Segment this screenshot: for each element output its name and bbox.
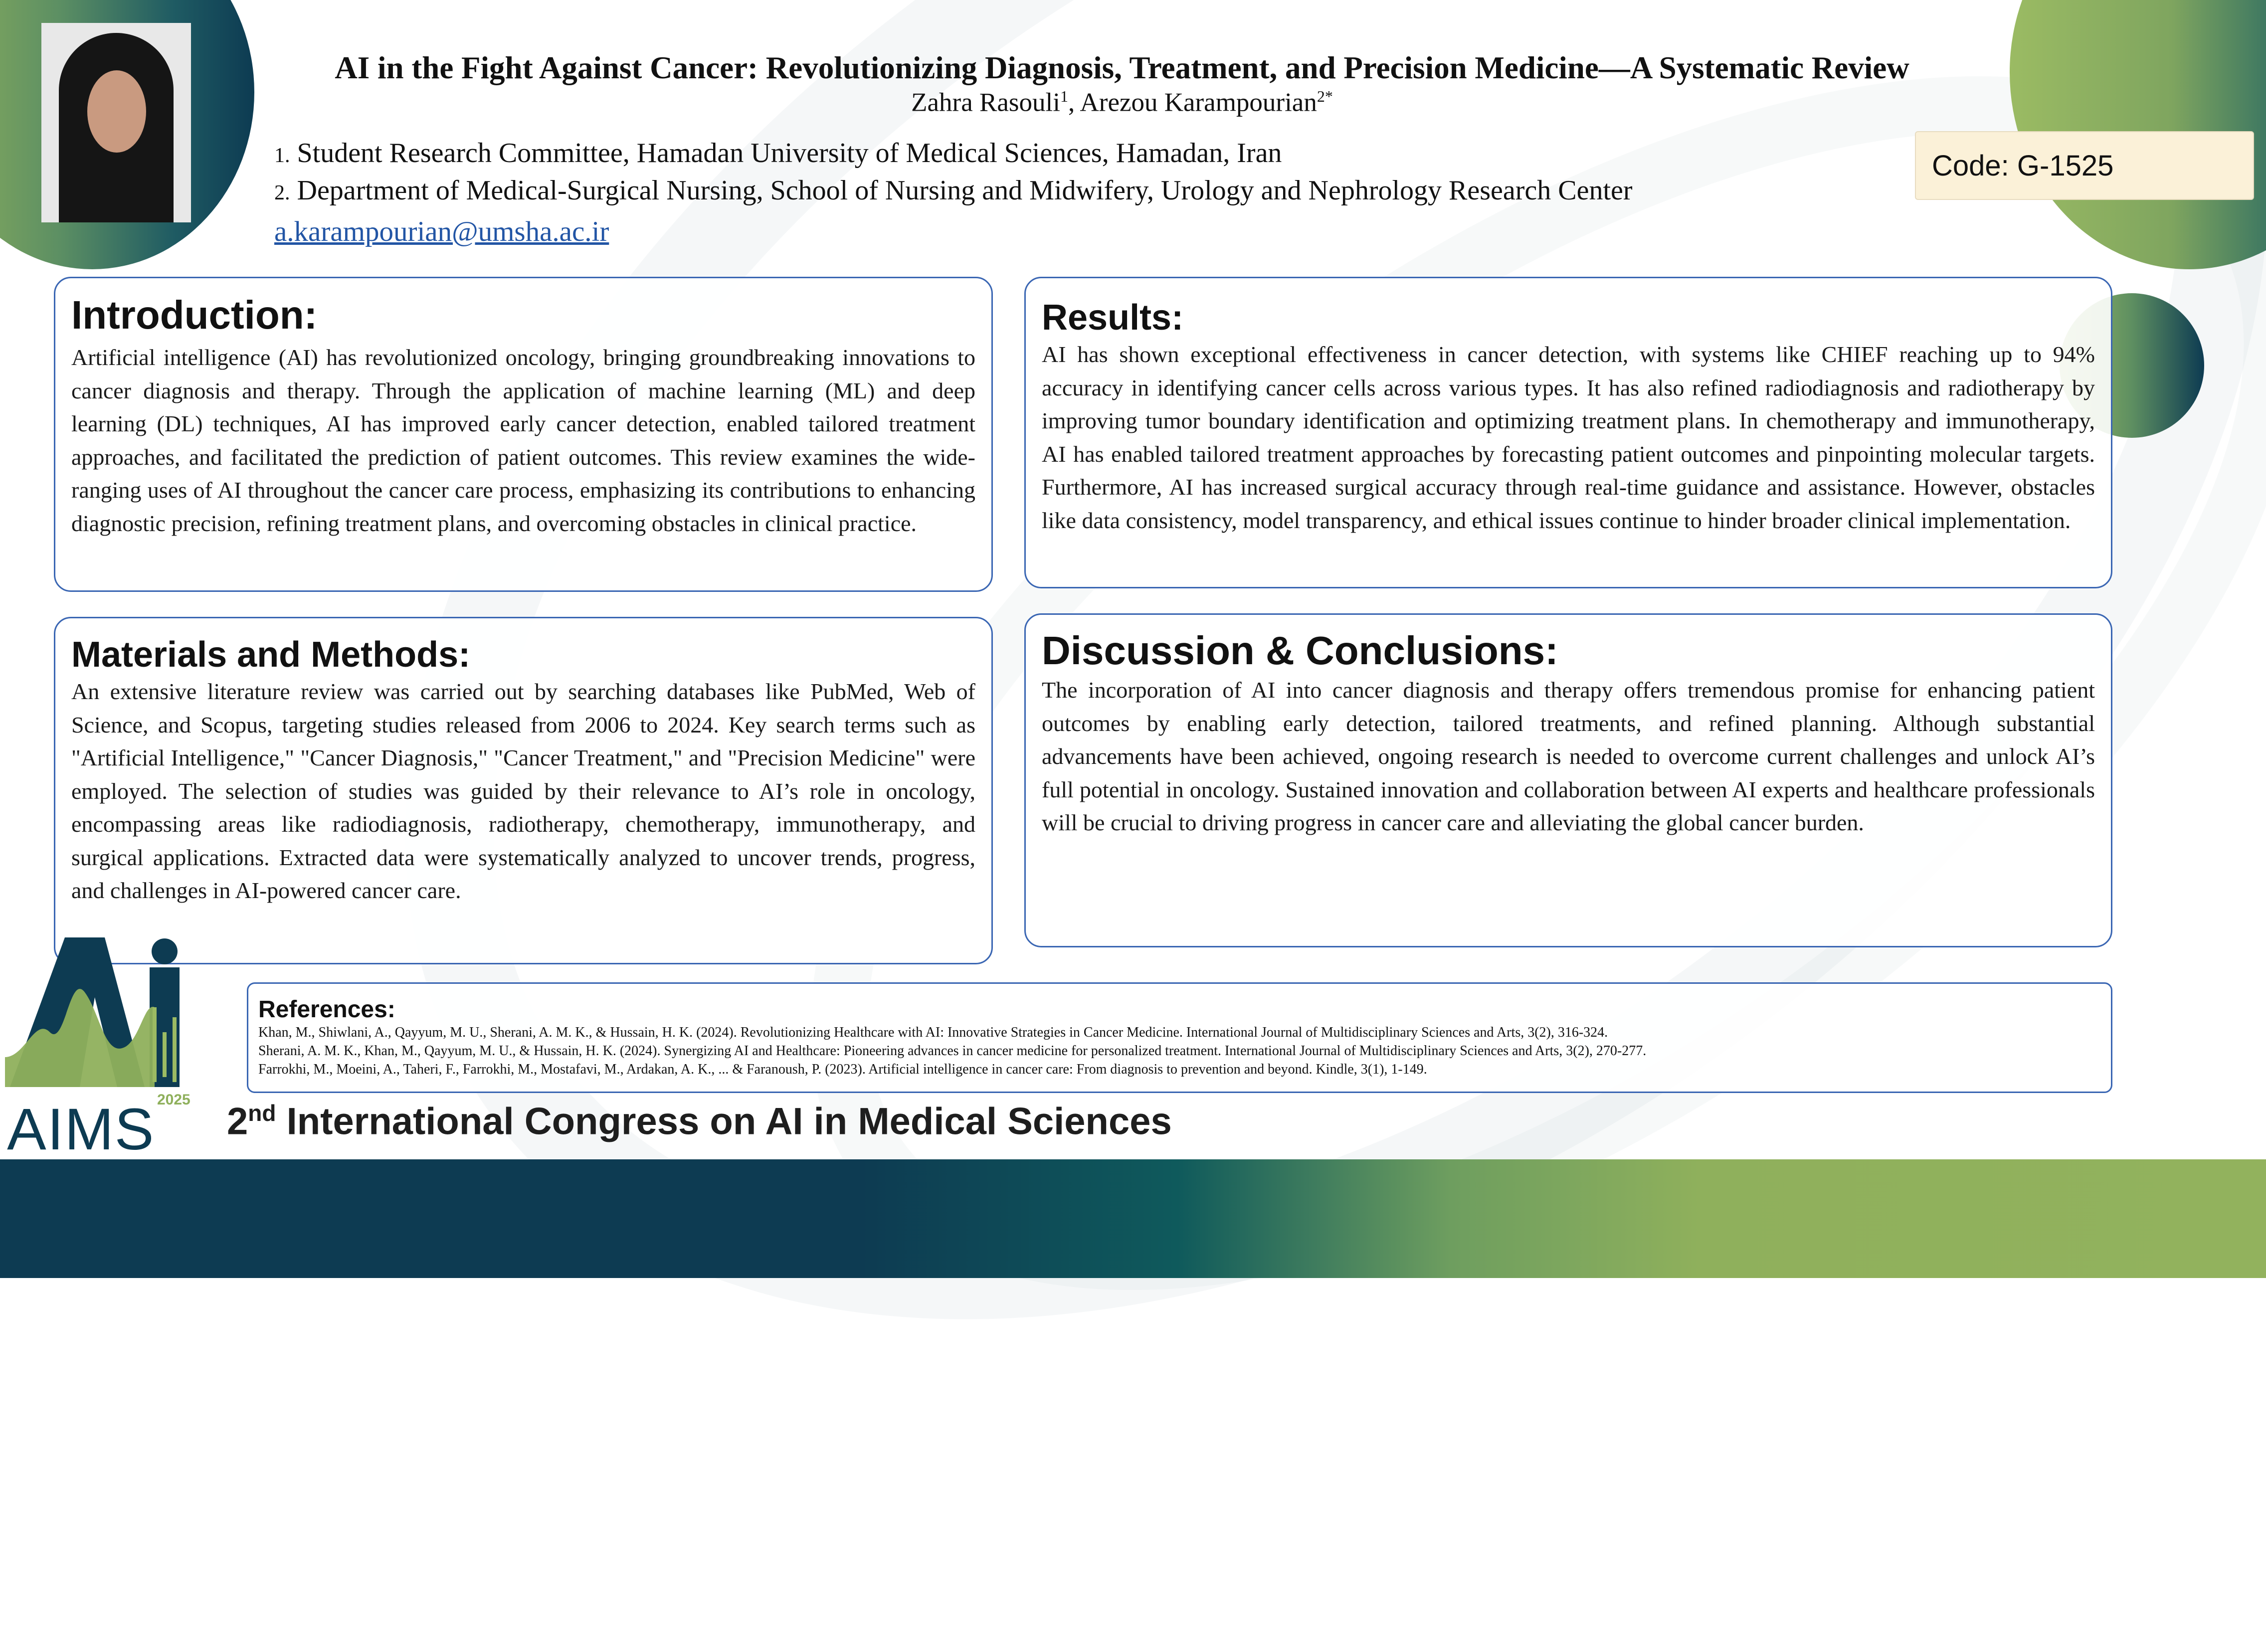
methods-card	[54, 617, 993, 964]
discussion-card	[1024, 613, 2112, 947]
aims-logo	[5, 932, 204, 1157]
author-1: Zahra Rasouli	[911, 88, 1060, 117]
reference-item: Farrokhi, M., Moeini, A., Taheri, F., Farrokhi, M., Mostafavi, M., Ardakan, A. K., ... & Faranoush, P. (2023). Artificial intelligence in cancer care: From diagnosis to prevention and beyond. Kindle, 3(1), 1-149.	[258, 1062, 1427, 1077]
poster-authors	[279, 87, 1965, 118]
congress-ordinal-suffix: nd	[248, 1100, 276, 1126]
affiliation-2-number: 2.	[274, 182, 290, 204]
footer-gradient-band	[0, 1159, 2266, 1278]
affiliation-1-number: 1.	[274, 144, 290, 167]
introduction-heading: Introduction:	[71, 293, 318, 337]
references-heading: References:	[258, 996, 395, 1023]
reference-item: Khan, M., Shiwlani, A., Qayyum, M. U., Sherani, A. M. K., & Hussain, H. K. (2024). Revolutionizing Healthcare with AI: Innovative Strategies in Cancer Medicine. International Journal of Multidisciplinary Sciences and Arts, 3(2), 316-324.	[258, 1025, 1608, 1040]
congress-title: International Congress on AI in Medical Sciences	[276, 1100, 1172, 1143]
contact-email-link[interactable]: a.karampourian@umsha.ac.ir	[274, 216, 609, 247]
author-2-affil: 2*	[1317, 87, 1333, 105]
logo-wordmark: AIMS	[7, 1097, 155, 1157]
affiliation-1	[274, 137, 1282, 169]
poster-code-badge	[1915, 131, 2254, 200]
results-card	[1024, 277, 2112, 588]
author-photo	[41, 23, 191, 222]
affiliation-2-text: Department of Medical-Surgical Nursing, School of Nursing and Midwifery, Urology and Nephrology Research Center	[297, 175, 1633, 206]
affiliation-2	[274, 175, 1633, 206]
congress-ordinal: 2	[227, 1100, 248, 1143]
congress-name	[227, 1100, 1172, 1143]
author-1-affil: 1	[1060, 87, 1068, 105]
results-body: AI has shown exceptional effectiveness in cancer detection, with systems like CHIEF reaching up to 94% accuracy in identifying cancer cells across various types. It has also refined radiodiagnosis and radiotherapy by improving tumor boundary identification and optimizing treatment plans. In chemotherapy and immunotherapy, AI has enabled tailored treatment approaches by forecasting patient outcomes and pinpointing molecular targets. Furthermore, AI has increased surgical accuracy through real-time guidance and assistance. However, obstacles like data consistency, model transparency, and ethical issues continue to hinder broader clinical implementation.	[1042, 342, 2095, 533]
introduction-body: Artificial intelligence (AI) has revolutionized oncology, bringing groundbreaking innovations to cancer diagnosis and therapy. Through the application of machine learning (ML) and deep learning (DL) techniques, AI has improved early cancer detection, enabled tailored treatment approaches, and facilitated the prediction of patient outcomes. This review examines the wide-ranging uses of AI throughout the cancer care process, emphasizing its contributions to enhancing diagnostic precision, refining treatment plans, and overcoming obstacles in clinical practice.	[71, 345, 975, 536]
poster-code: Code: G-1525	[1932, 149, 2114, 182]
logo-year: 2025	[157, 1092, 190, 1108]
author-2: Arezou Karampourian	[1080, 88, 1317, 117]
poster-title: AI in the Fight Against Cancer: Revolutionizing Diagnosis, Treatment, and Precision Medicine—A Systematic Review	[335, 50, 1909, 85]
discussion-heading: Discussion & Conclusions:	[1042, 628, 1558, 673]
reference-item: Sherani, A. M. K., Khan, M., Qayyum, M. U., & Hussain, H. K. (2024). Synergizing AI and Healthcare: Pioneering advances in cancer medicine for personalized treatment. International Journal of Multidisciplinary Sciences and Arts, 3(2), 270-277.	[258, 1043, 1647, 1059]
discussion-body: The incorporation of AI into cancer diagnosis and therapy offers tremendous promise for enhancing patient outcomes by enabling early detection, tailored treatments, and refined planning. Although substantial advancements have been achieved, ongoing research is needed to overcome current challenges and unlock AI’s full potential in oncology. Sustained innovation and collaboration between AI experts and healthcare professionals will be crucial to driving progress in cancer care and alleviating the global cancer burden.	[1042, 677, 2095, 835]
methods-body: An extensive literature review was carried out by searching databases like PubMed, Web of Science, and Scopus, targeting studies released from 2006 to 2024. Key search terms such as "Artificial Intelligence," "Cancer Diagnosis," "Cancer Treatment," and "Precision Medicine" were employed. The selection of studies was guided by their relevance to AI’s role in oncology, encompassing areas like radiodiagnosis, radiotherapy, chemotherapy, immunotherapy, and surgical applications. Extracted data were systematically analyzed to uncover trends, progress, and challenges in AI-powered cancer care.	[71, 679, 975, 903]
methods-heading: Materials and Methods:	[71, 635, 471, 675]
author-separator: ,	[1068, 88, 1080, 117]
introduction-card	[54, 277, 993, 592]
results-heading: Results:	[1042, 298, 1184, 338]
references-card	[247, 982, 2112, 1093]
affiliation-1-text: Student Research Committee, Hamadan University of Medical Sciences, Hamadan, Iran	[297, 138, 1282, 169]
